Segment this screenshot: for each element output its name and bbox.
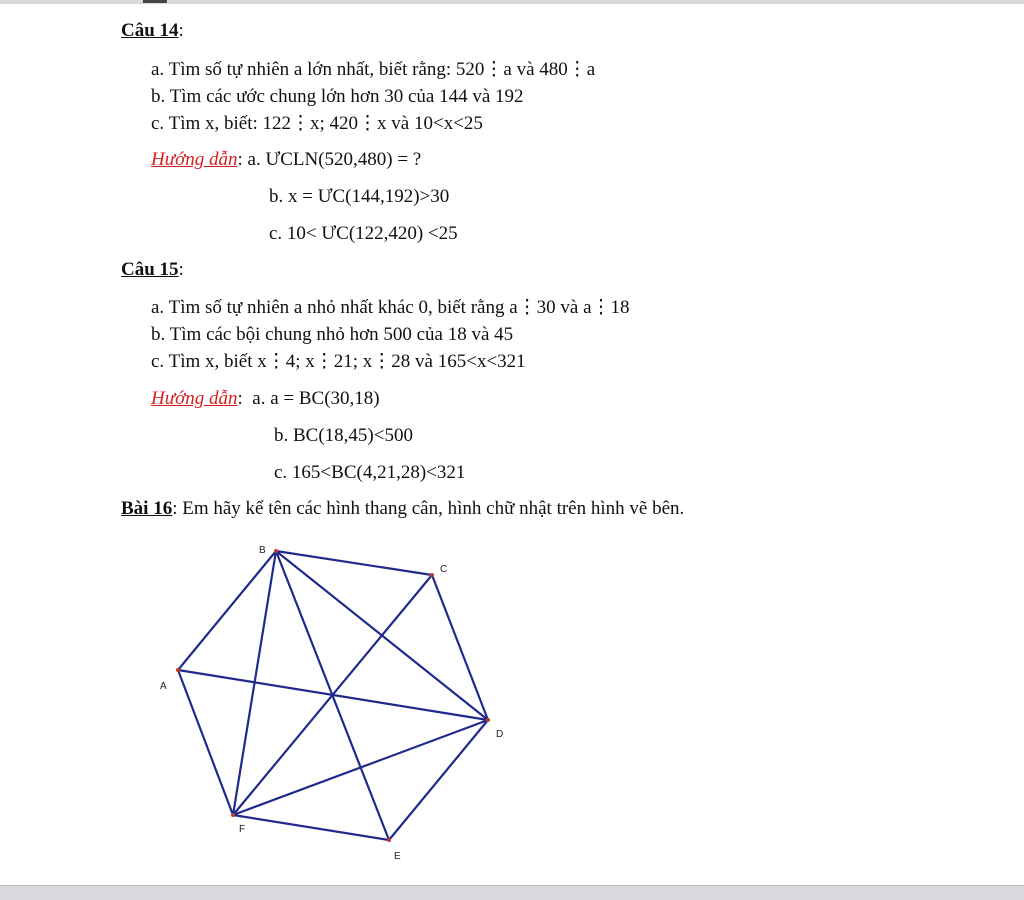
segment-ab (178, 551, 276, 670)
question-15-guide-b: b. BC(18,45)<500 (274, 425, 413, 446)
segment-fa (178, 670, 233, 815)
question-15-guide-colon: : (237, 388, 243, 409)
segment-bf (233, 551, 276, 815)
question-14-guide-colon: : (237, 149, 243, 170)
segment-ef (233, 815, 389, 840)
question-15-guide-label: Hướng dẫn (151, 388, 238, 409)
question-15-item-c: c. Tìm x, biết x⋮4; x⋮21; x⋮28 và 165<x<321 (151, 351, 526, 372)
bottom-border (0, 885, 1024, 900)
question-14-guide-label: Hướng dẫn (151, 149, 238, 170)
question-14-item-b: b. Tìm các ước chung lớn hơn 30 của 144 và 192 (151, 86, 524, 107)
question-14-guide-c: c. 10< ƯC(122,420) <25 (269, 223, 458, 244)
point-b (274, 549, 278, 553)
question-15-colon: : (178, 259, 184, 280)
point-f (231, 813, 235, 817)
question-14-item-a: a. Tìm số tự nhiên a lớn nhất, biết rằng: 520⋮a và 480⋮a (151, 59, 596, 80)
question-15-title: Câu 15 (121, 259, 179, 280)
label-c: C (440, 564, 448, 575)
question-15-item-a: a. Tìm số tự nhiên a nhỏ nhất khác 0, biết rằng a⋮30 và a⋮18 (151, 297, 630, 318)
question-14-title: Câu 14 (121, 20, 179, 41)
label-f: F (239, 824, 246, 835)
label-b: B (259, 545, 266, 556)
question-15-guide-a: a. a = BC(30,18) (252, 388, 380, 409)
label-e: E (394, 851, 401, 862)
hexagon-lines (178, 551, 488, 840)
point-e (387, 838, 391, 842)
question-14-colon: : (178, 20, 184, 41)
question-14-item-c: c. Tìm x, biết: 122⋮x; 420⋮x và 10<x<25 (151, 113, 483, 134)
segment-bc (276, 551, 432, 575)
label-d: D (496, 729, 504, 740)
exercise-16-text: : Em hãy kể tên các hình thang cân, hình chữ nhật trên hình vẽ bên. (172, 498, 685, 519)
exercise-16-title: Bài 16 (121, 498, 173, 519)
point-d (486, 718, 490, 722)
question-14-guide-b: b. x = ƯC(144,192)>30 (269, 186, 450, 207)
question-15-guide-c: c. 165<BC(4,21,28)<321 (274, 462, 466, 483)
point-a (176, 668, 180, 672)
question-15-item-b: b. Tìm các bội chung nhỏ hơn 500 của 18 và 45 (151, 324, 514, 345)
question-14-guide-a: a. ƯCLN(520,480) = ? (247, 149, 422, 170)
point-c (430, 573, 434, 577)
label-a: A (160, 681, 167, 692)
